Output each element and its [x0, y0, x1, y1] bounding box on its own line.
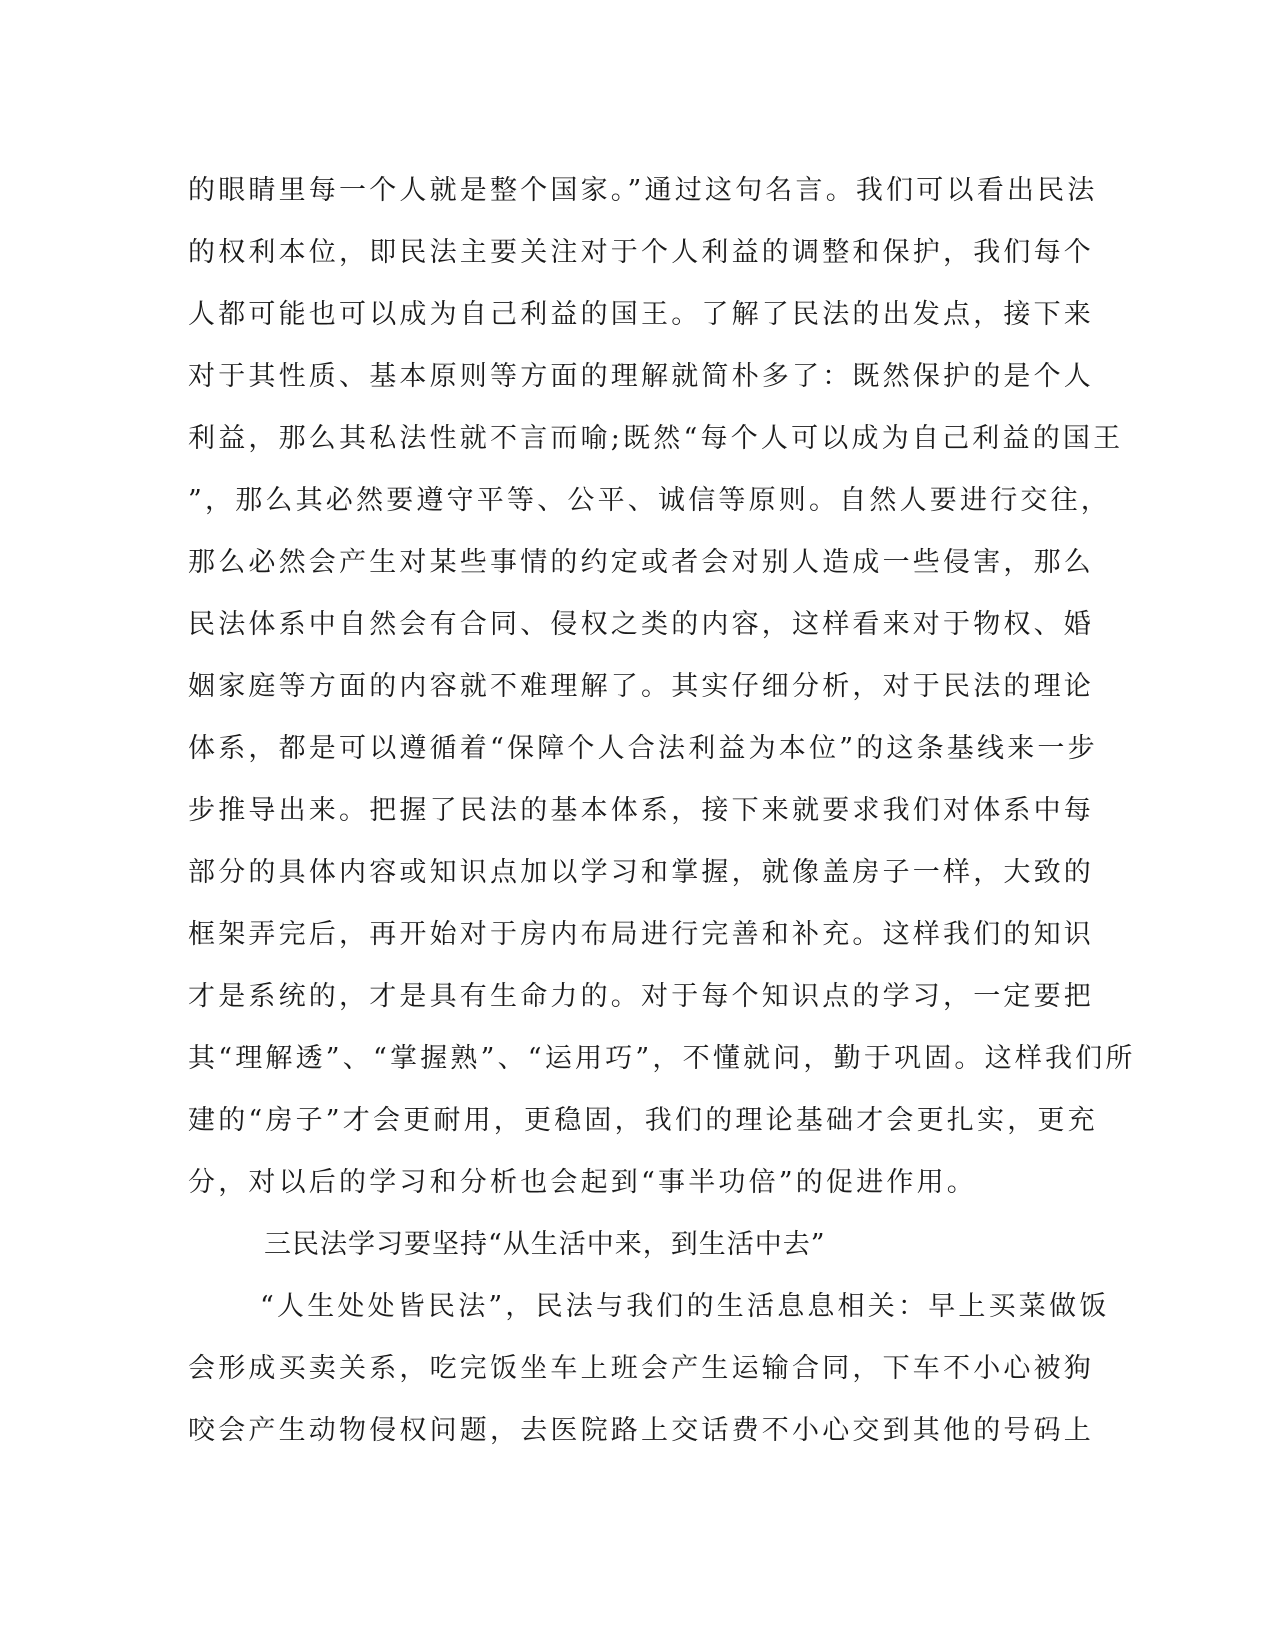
text-line: 那么必然会产生对某些事情的约定或者会对别人造成一些侵害，那么 — [188, 547, 1094, 578]
text-line: 咬会产生动物侵权问题，去医院路上交话费不小心交到其他的号码上 — [188, 1415, 1094, 1446]
text-line: “人生处处皆民法”，民法与我们的生活息息相关：早上买菜做饭 — [260, 1291, 1110, 1322]
text-line: 姻家庭等方面的内容就不难理解了。其实仔细分析，对于民法的理论 — [188, 671, 1094, 702]
text-line: 框架弄完后，再开始对于房内布局进行完善和补充。这样我们的知识 — [188, 919, 1094, 950]
text-line: 的眼睛里每一个人就是整个国家。”通过这句名言。我们可以看出民法 — [188, 175, 1098, 206]
text-line: 建的“房子”才会更耐用，更稳固，我们的理论基础才会更扎实，更充 — [188, 1105, 1098, 1136]
section-heading: 三民法学习要坚持“从生活中来，到生活中去” — [264, 1229, 826, 1260]
text-line: 民法体系中自然会有合同、侵权之类的内容，这样看来对于物权、婚 — [188, 609, 1094, 640]
text-line: 才是系统的，才是具有生命力的。对于每个知识点的学习，一定要把 — [188, 981, 1094, 1012]
text-line: 体系，都是可以遵循着“保障个人合法利益为本位”的这条基线来一步 — [188, 733, 1098, 764]
text-line: 其“理解透”、“掌握熟”、“运用巧”，不懂就问，勤于巩固。这样我们所 — [188, 1043, 1136, 1074]
text-line: ”，那么其必然要遵守平等、公平、诚信等原则。自然人要进行交往， — [188, 485, 1112, 516]
text-line: 人都可能也可以成为自己利益的国王。了解了民法的出发点，接下来 — [188, 299, 1094, 330]
text-line: 部分的具体内容或知识点加以学习和掌握，就像盖房子一样，大致的 — [188, 857, 1094, 888]
text-line: 对于其性质、基本原则等方面的理解就简朴多了：既然保护的是个人 — [188, 361, 1094, 392]
text-line: 利益，那么其私法性就不言而喻;既然“每个人可以成为自己利益的国王 — [188, 423, 1124, 454]
text-line: 会形成买卖关系，吃完饭坐车上班会产生运输合同，下车不小心被狗 — [188, 1353, 1094, 1384]
text-line: 步推导出来。把握了民法的基本体系，接下来就要求我们对体系中每 — [188, 795, 1094, 826]
text-line: 分，对以后的学习和分析也会起到“事半功倍”的促进作用。 — [188, 1167, 978, 1198]
document-body — [188, 160, 1136, 1462]
text-line: 的权利本位，即民法主要关注对于个人利益的调整和保护，我们每个 — [188, 237, 1094, 268]
